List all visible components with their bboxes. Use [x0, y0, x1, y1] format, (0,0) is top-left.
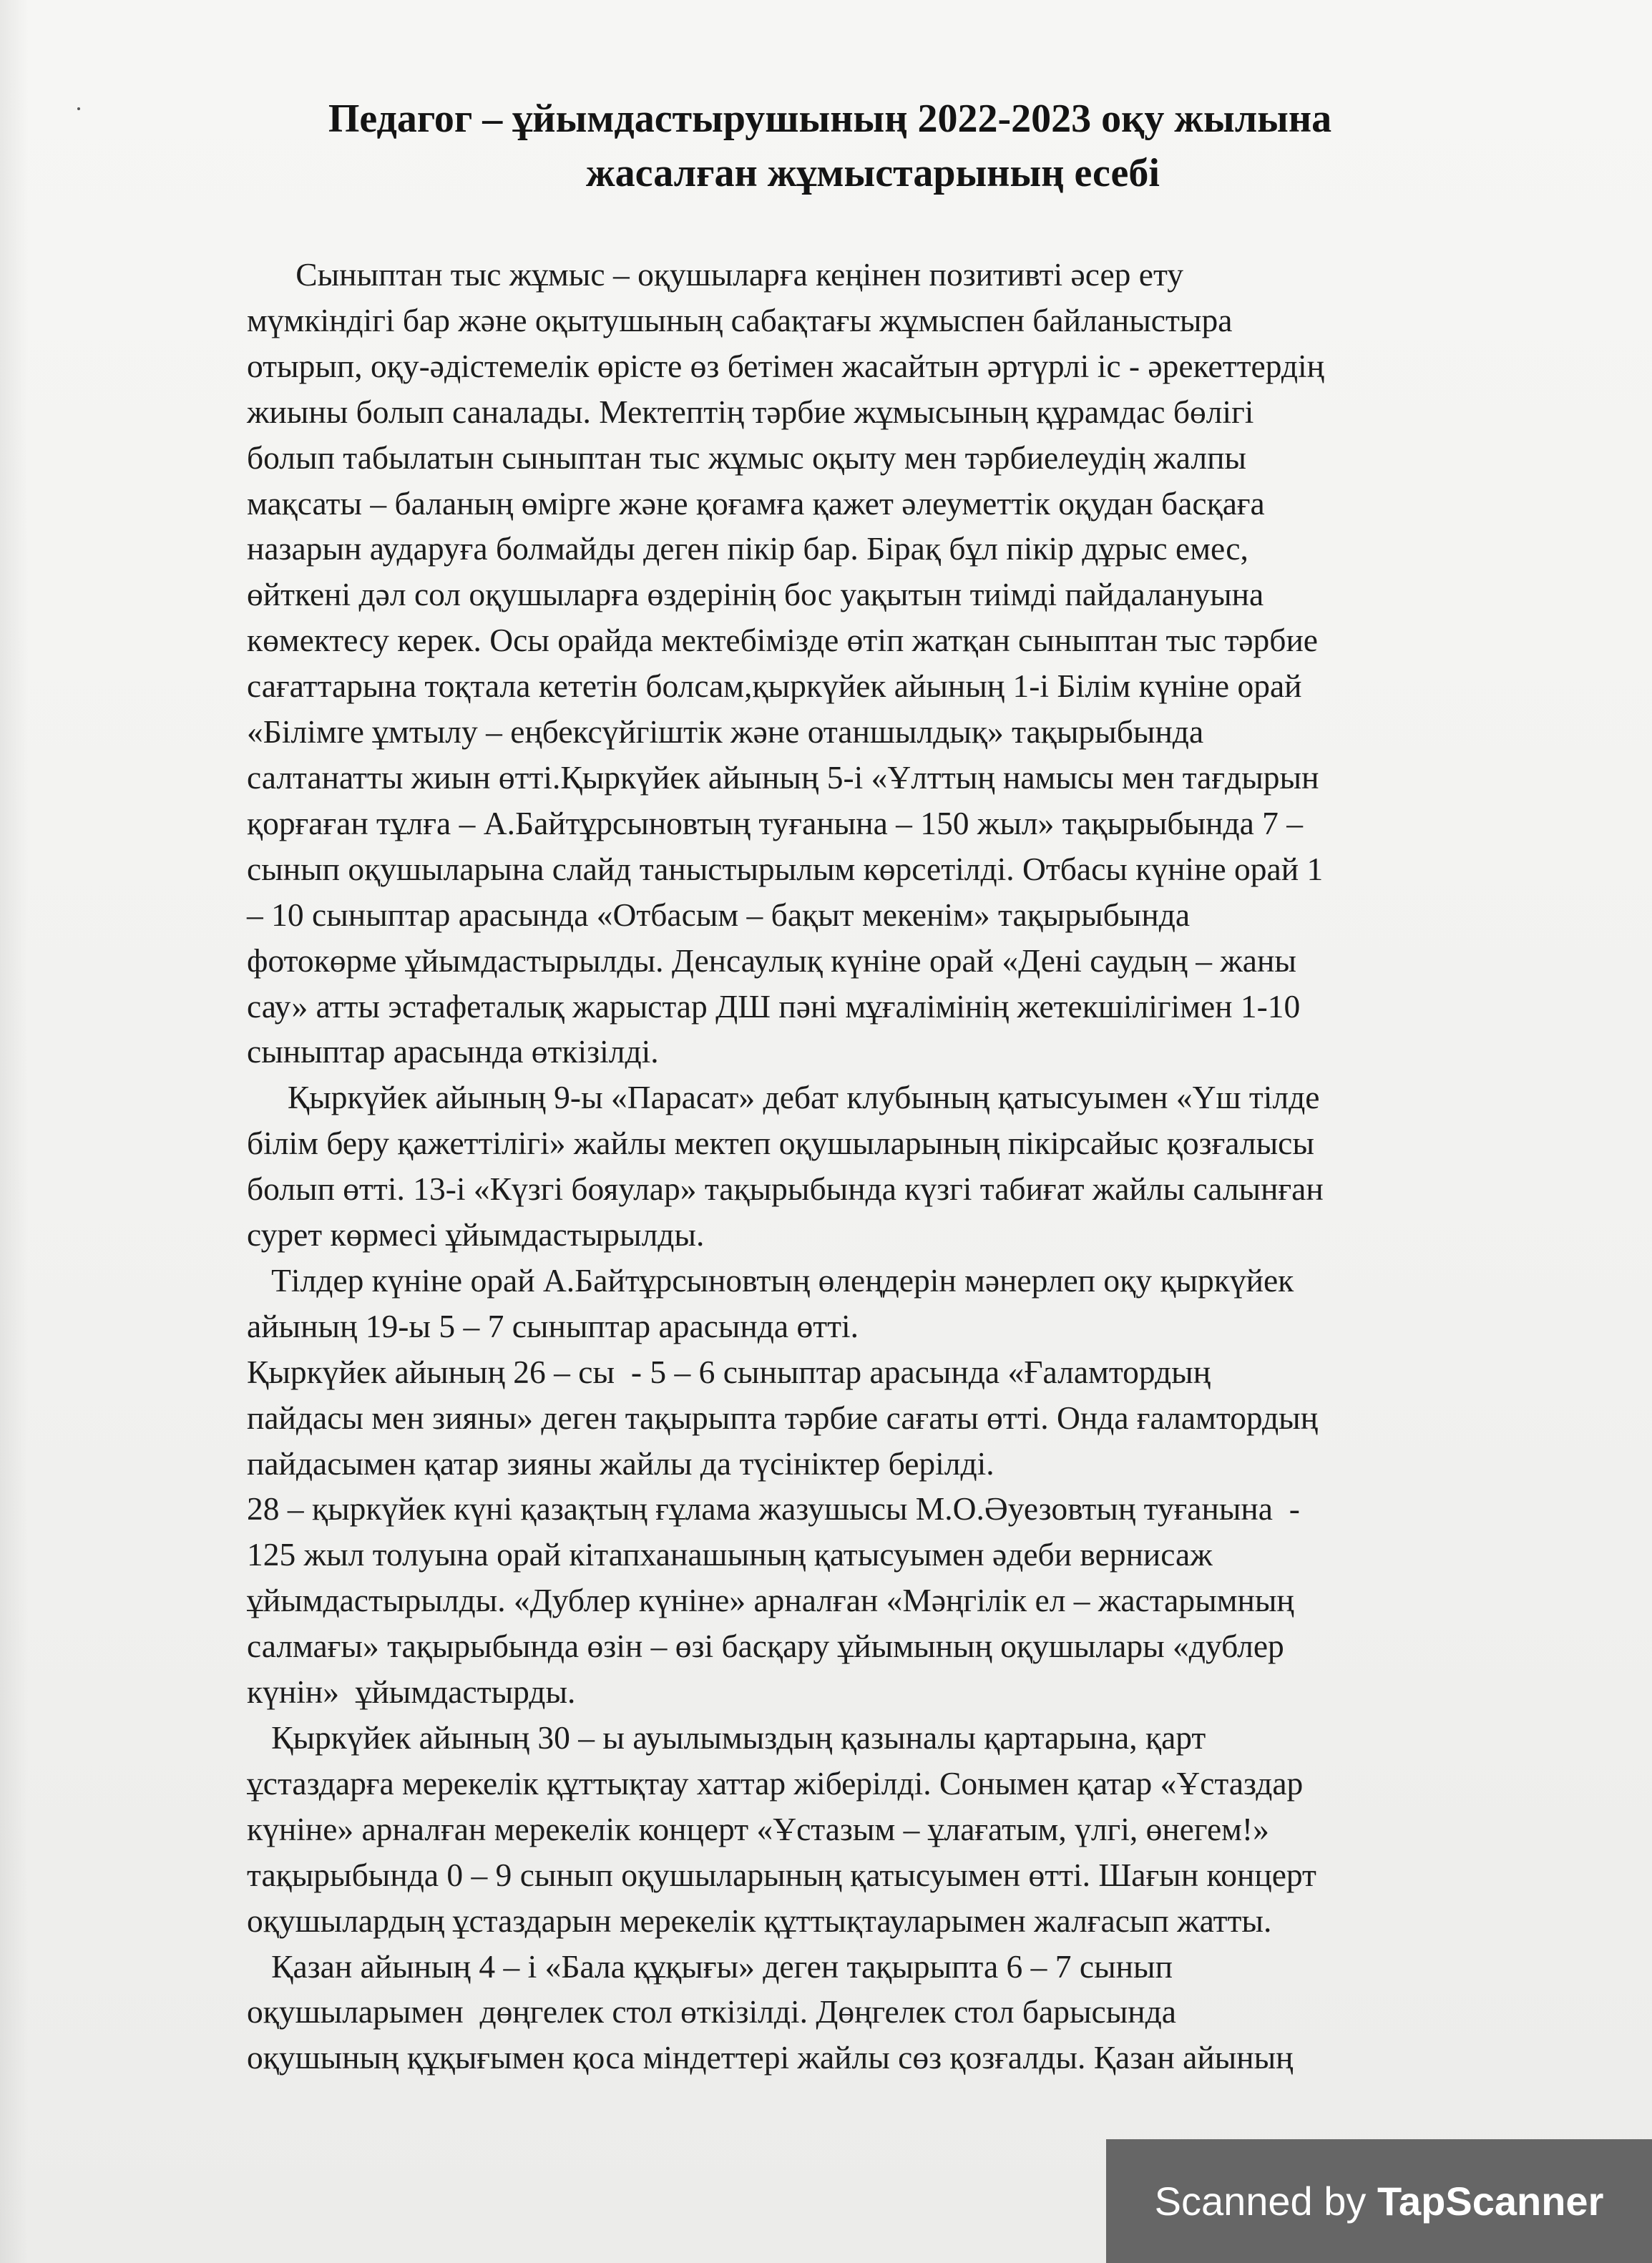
watermark-prefix: Scanned by	[1154, 2179, 1377, 2224]
document-title	[129, 92, 1531, 200]
text-line: көмектесу керек. Осы орайда мектебімізде өтіп жатқан сыныптан тыс тәрбие	[247, 622, 1318, 659]
text-line: күніне» арналған мерекелік концерт «Ұстазым – ұлағатым, үлгі, өнегем!»	[247, 1810, 1269, 1847]
scanner-watermark	[1106, 2139, 1652, 2263]
text-line: сынып оқушыларына слайд таныстырылым көрсетілді. Отбасы күніне орай 1	[247, 850, 1324, 887]
text-line: Қыркүйек айының 26 – сы - 5 – 6 сыныптар арасында «Ғаламтордың	[247, 1353, 1211, 1390]
text-line: Сыныптан тыс жұмыс – оқушыларға кеңінен позитивті әсер ету	[247, 256, 1183, 293]
text-line: салтанатты жиын өтті.Қыркүйек айының 5-і «Ұлттың намысы мен тағдырын	[247, 758, 1319, 796]
text-line: болып өтті. 13-і «Күзгі бояулар» тақырыбында күзгі табиғат жайлы салынған	[247, 1170, 1324, 1208]
text-line: сау» атты эстафеталық жарыстар ДШ пәні мұғалімінің жетекшілігімен 1-10	[247, 987, 1301, 1025]
text-line: мақсаты – баланың өмірге және қоғамға қажет әлеуметтік оқудан басқаға	[247, 484, 1265, 522]
text-line: отырып, оқу-әдістемелік өрісте өз бетімен жасайтын әртүрлі іс - әрекеттердің	[247, 347, 1324, 384]
text-line: Қазан айының 4 – і «Бала құқығы» деген тақырыпта 6 – 7 сынып	[247, 1947, 1173, 1985]
text-line: «Білімге ұмтылу – еңбексүйгіштік және отаншылдық» тақырыбында	[247, 713, 1204, 751]
text-line: – 10 сыныптар арасында «Отбасым – бақыт мекенім» тақырыбында	[247, 896, 1191, 933]
text-line: сағаттарына тоқтала кететін болсам,қыркүйек айының 1-і Білім күніне орай	[247, 668, 1302, 705]
text-line: 28 – қыркүйек күні қазақтың ғұлама жазушысы М.О.Әуезовтың туғанына -	[247, 1490, 1300, 1528]
page-edge-shadow	[0, 0, 29, 2263]
text-line: күнін» ұйымдастырды.	[247, 1673, 576, 1711]
text-line: Қыркүйек айының 30 – ы ауылымыздың қазыналы қартарына, қарт	[247, 1719, 1206, 1756]
text-line: назарын аударуға болмайды деген пікір бар. Бірақ бұл пікір дұрыс емес,	[247, 530, 1248, 567]
text-line: фотокөрме ұйымдастырылды. Денсаулық күніне орай «Дені саудың – жаны	[247, 942, 1296, 979]
text-line: ұйымдастырылды. «Дублер күніне» арналған «Мәңгілік ел – жастарымның	[247, 1582, 1294, 1619]
text-line: пайдасы мен зияны» деген тақырыпта тәрбие сағаты өтті. Онда ғаламтордың	[247, 1399, 1319, 1436]
text-line: оқушының құқығымен қоса міндеттері жайлы сөз қозғалды. Қазан айының	[247, 2039, 1294, 2076]
text-line: болып табылатын сыныптан тыс жұмыс оқыту мен тәрбиелеудің жалпы	[247, 439, 1246, 476]
text-line: мүмкіндігі бар және оқытушының сабақтағы жұмыспен байланыстыра	[247, 301, 1233, 338]
title-line-1: Педагог – ұйымдастырушының 2022-2023 оқу жылына	[328, 97, 1332, 141]
text-line: білім беру қажеттілігі» жайлы мектеп оқушыларының пікірсайыс қозғалысы	[247, 1125, 1314, 1162]
text-line: жиыны болып саналады. Мектептің тәрбие жұмысының құрамдас бөлігі	[247, 393, 1254, 430]
text-line: Тілдер күніне орай А.Байтұрсыновтың өлеңдерін мәнерлеп оқу қыркүйек	[247, 1261, 1294, 1299]
scan-speck	[77, 107, 80, 110]
text-line: салмағы» тақырыбында өзін – өзі басқару ұйымының оқушылары «дублер	[247, 1628, 1284, 1665]
watermark-brand: TapScanner	[1377, 2179, 1604, 2224]
text-line: Қыркүйек айының 9-ы «Парасат» дебат клубының қатысуымен «Үш тілде	[247, 1079, 1320, 1116]
report-body	[247, 252, 1556, 2081]
text-line: сыныптар арасында өткізілді.	[247, 1033, 659, 1070]
text-line: қорғаған тұлға – А.Байтұрсыновтың туғанына – 150 жыл» тақырыбында 7 –	[247, 804, 1304, 841]
text-line: оқушыларымен дөңгелек стол өткізілді. Дөңгелек стол барысында	[247, 1993, 1176, 2030]
text-line: тақырыбында 0 – 9 сынып оқушыларының қатысуымен өтті. Шағын концерт	[247, 1856, 1316, 1893]
text-line: сурет көрмесі ұйымдастырылды.	[247, 1216, 705, 1253]
title-line-2: жасалған жұмыстарының есебі	[586, 151, 1160, 195]
text-line: пайдасымен қатар зияны жайлы да түсініктер берілді.	[247, 1445, 994, 1482]
text-line: айының 19-ы 5 – 7 сыныптар арасында өтті.	[247, 1307, 859, 1344]
text-line: оқушылардың ұстаздарын мерекелік құттықтауларымен жалғасып жатты.	[247, 1902, 1272, 1939]
text-line: өйткені дәл сол оқушыларға өздерінің бос уақытын тиімді пайдалануына	[247, 576, 1264, 613]
text-line: 125 жыл толуына орай кітапханашының қатысуымен әдеби вернисаж	[247, 1536, 1213, 1573]
text-line: ұстаздарға мерекелік құттықтау хаттар жіберілді. Сонымен қатар «Ұстаздар	[247, 1764, 1304, 1802]
